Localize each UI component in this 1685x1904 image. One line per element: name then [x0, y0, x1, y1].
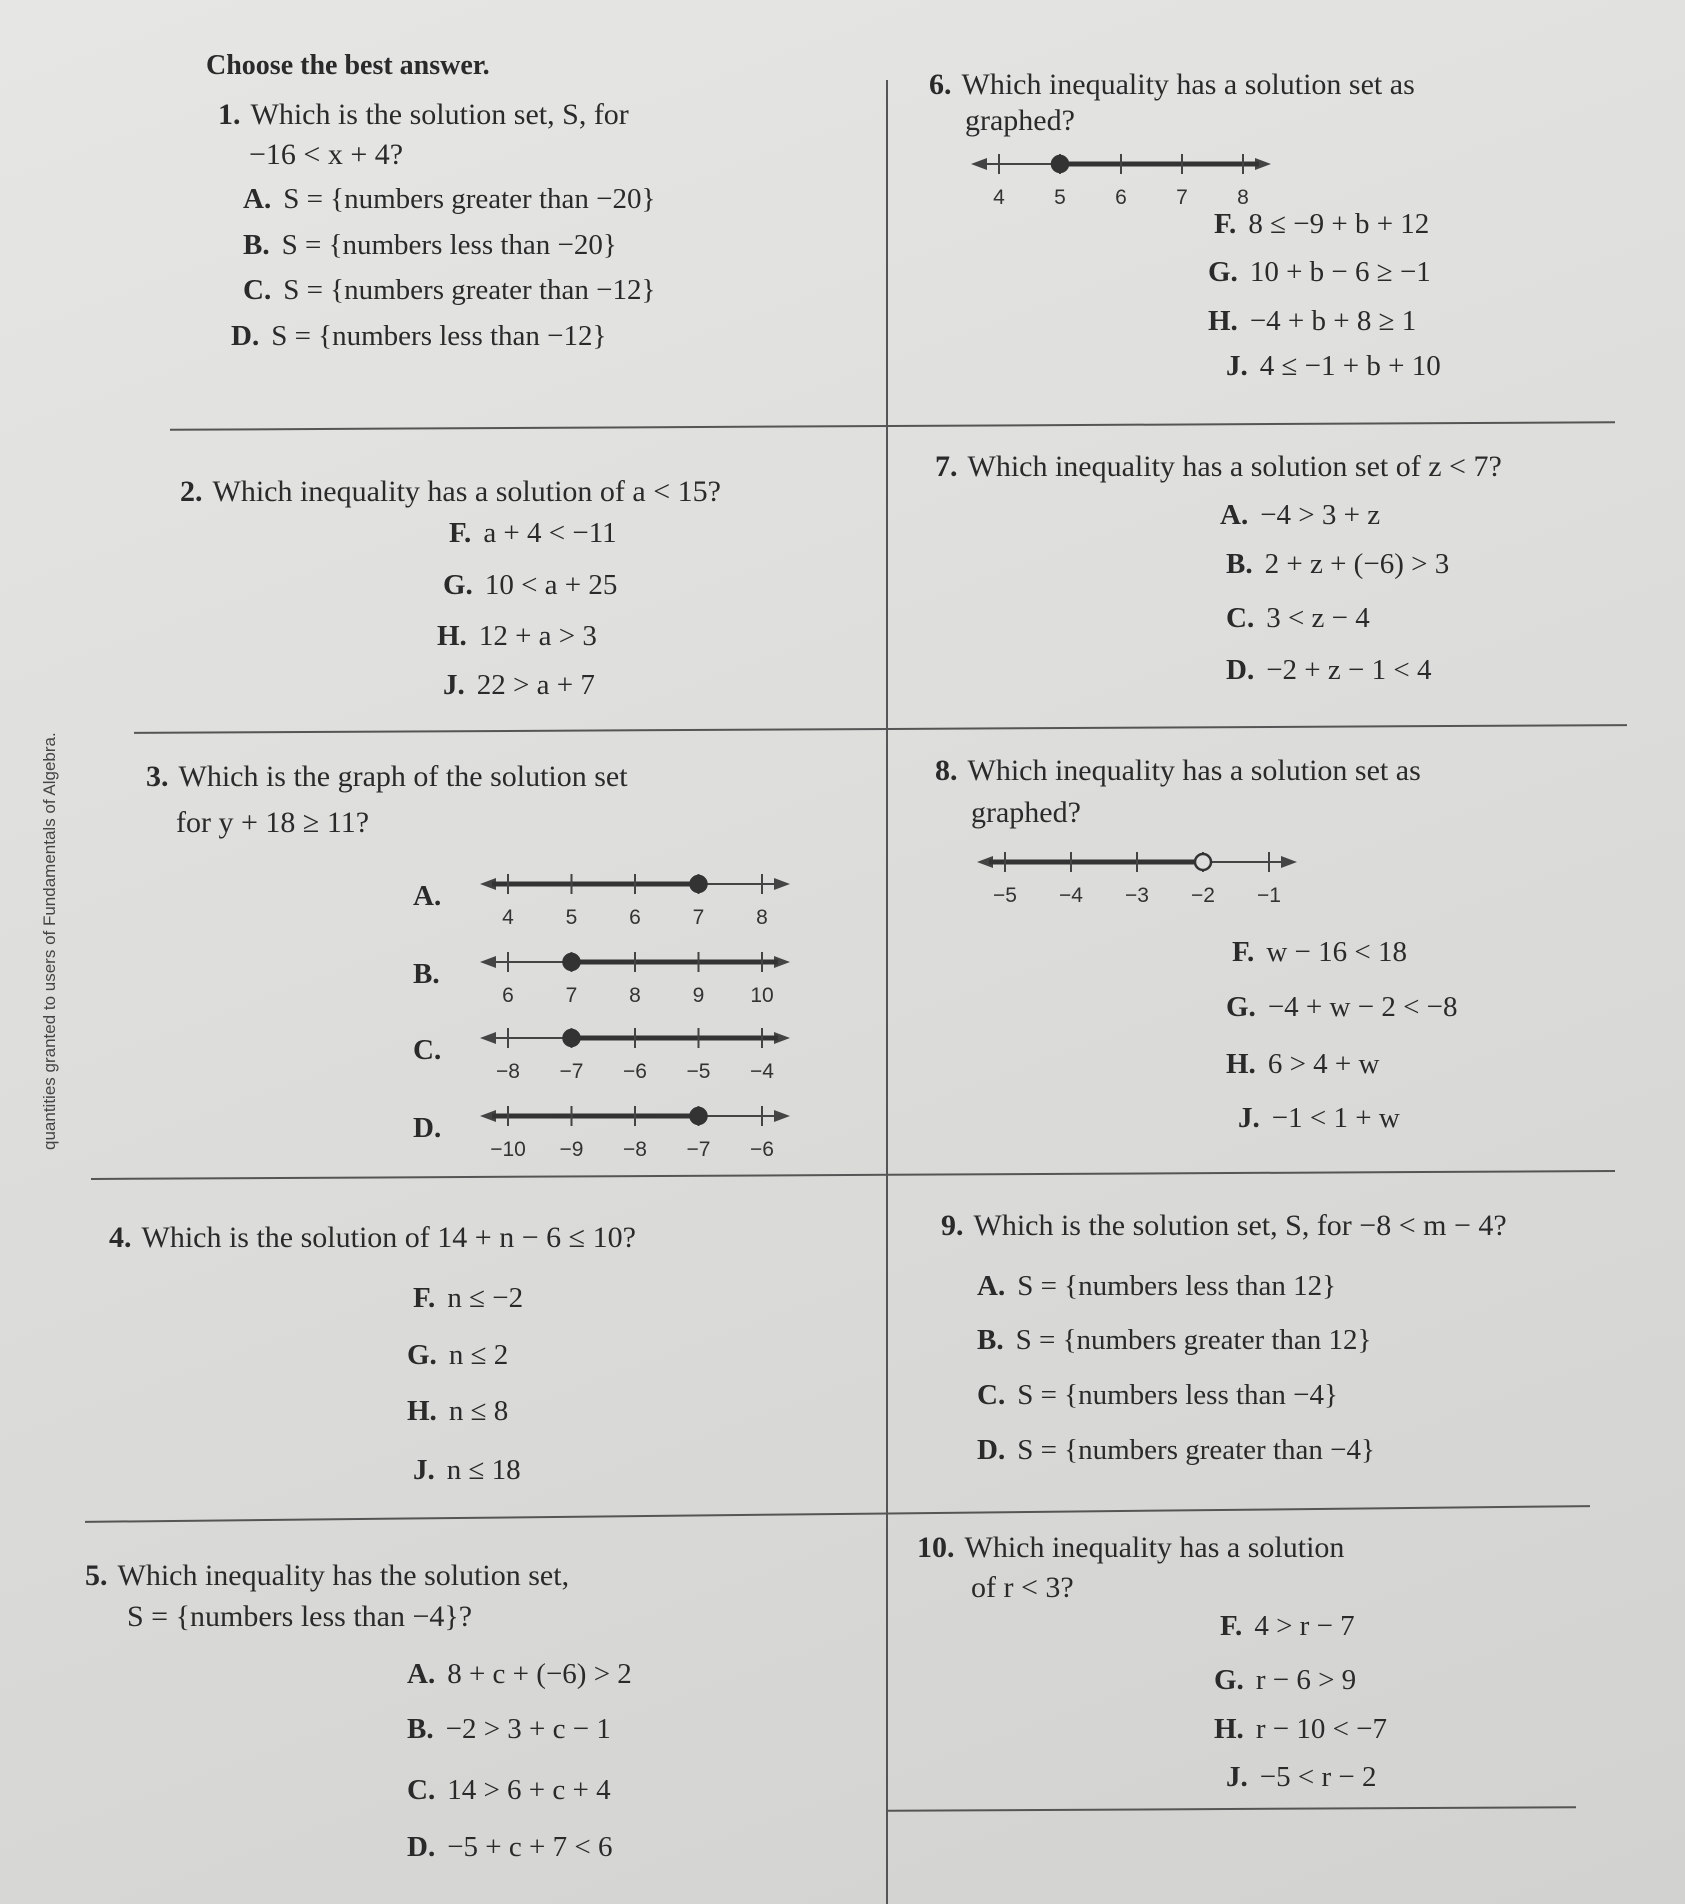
question-number: 2.: [180, 475, 203, 508]
tick-label: −4: [750, 1060, 774, 1083]
choice-text: −2 + z − 1 < 4: [1266, 654, 1432, 686]
question-text: Which inequality has a solution set as: [961, 68, 1415, 101]
question-number: 7.: [935, 450, 958, 483]
choice-letter: H.: [407, 1395, 437, 1427]
row-divider: [170, 421, 1615, 431]
answer-choice-d[interactable]: [977, 1434, 1375, 1467]
question-2-prompt: [180, 475, 721, 509]
tick-label: −7: [559, 1060, 584, 1083]
choice-text: S = {numbers less than −12}: [271, 320, 607, 352]
choice-letter: G.: [1214, 1664, 1244, 1696]
answer-choice-h[interactable]: [437, 620, 597, 653]
question-number: 8.: [935, 754, 958, 787]
question-text: Which is the solution of 14 + n − 6 ≤ 10?: [141, 1221, 636, 1254]
choice-letter: G.: [407, 1339, 437, 1371]
number-line: [480, 1100, 790, 1162]
tick-label: 7: [692, 906, 705, 929]
choice-text: r − 6 > 9: [1255, 1664, 1357, 1696]
choice-text: S = {numbers greater than −20}: [283, 183, 656, 215]
question-3-prompt: [146, 760, 628, 794]
choice-text: 2 + z + (−6) > 3: [1264, 548, 1450, 580]
answer-choice-b[interactable]: [407, 1713, 611, 1746]
question-text-continued: graphed?: [965, 104, 1075, 137]
tick-label: −3: [1125, 884, 1149, 907]
tick-label: 4: [502, 906, 514, 929]
choice-letter: A.: [413, 880, 442, 912]
tick-label: 5: [1054, 186, 1066, 209]
choice-letter: D.: [977, 1434, 1006, 1466]
tick-label: −4: [1059, 884, 1083, 907]
closed-point: [1052, 156, 1068, 172]
row-divider: [886, 1806, 1576, 1812]
arrow-left-icon: [480, 956, 496, 968]
choice-text: 22 > a + 7: [476, 669, 595, 701]
question-text-continued: −16 < x + 4?: [249, 138, 404, 171]
choice-letter: J.: [1226, 350, 1248, 382]
choice-letter: A.: [977, 1270, 1006, 1302]
tick-label: −1: [1257, 884, 1281, 907]
choice-text: S = {numbers greater than −4}: [1017, 1434, 1375, 1466]
choice-letter: D.: [1226, 654, 1255, 686]
tick-label: 6: [502, 984, 514, 1007]
answer-choice-a[interactable]: [407, 1658, 632, 1691]
answer-choice-c[interactable]: [243, 274, 655, 307]
tick-label: −6: [750, 1138, 774, 1161]
answer-choice-b[interactable]: [1226, 548, 1449, 581]
answer-choice-h[interactable]: [1208, 305, 1416, 338]
question-text: Which is the solution set, S, for −8 < m − 4?: [973, 1209, 1507, 1242]
choice-letter: C.: [977, 1379, 1006, 1411]
tick-label: 4: [993, 186, 1005, 209]
answer-choice-a[interactable]: [243, 183, 655, 216]
answer-choice-f[interactable]: [1220, 1610, 1355, 1643]
answer-choice-g[interactable]: [443, 569, 617, 602]
arrow-left-icon: [971, 158, 987, 170]
answer-choice-c[interactable]: [413, 1034, 453, 1067]
choice-text: n ≤ 2: [448, 1339, 509, 1371]
choice-letter: C.: [1226, 602, 1255, 634]
choice-letter: B.: [243, 229, 270, 261]
question-number: 5.: [85, 1559, 108, 1592]
tick-label: 9: [692, 984, 705, 1007]
choice-text: n ≤ 18: [446, 1454, 521, 1486]
question-text-continued: S = {numbers less than −4}?: [127, 1600, 473, 1633]
question-text: Which inequality has a solution of a < 15?: [212, 475, 721, 508]
choice-text: S = {numbers less than 12}: [1017, 1270, 1337, 1302]
question-number: 3.: [146, 760, 169, 793]
tick-label: 6: [1115, 186, 1127, 209]
question-7-prompt: [935, 450, 1502, 484]
question-text: Which inequality has a solution set of z < 7?: [967, 450, 1502, 483]
choice-letter: F.: [413, 1282, 436, 1314]
question-8-prompt: [935, 754, 1421, 788]
answer-choice-d[interactable]: [407, 1831, 613, 1864]
row-divider: [134, 724, 1627, 734]
closed-point: [691, 876, 707, 892]
question-6-prompt: [929, 68, 1415, 102]
instructions: Choose the best answer.: [206, 50, 490, 81]
question-text: Which inequality has a solution: [964, 1531, 1345, 1564]
answer-choice-b[interactable]: [243, 229, 617, 262]
answer-choice-c[interactable]: [977, 1379, 1338, 1412]
choice-letter: H.: [1226, 1048, 1256, 1080]
answer-choice-g[interactable]: [1214, 1664, 1356, 1697]
choice-text: S = {numbers less than −4}: [1017, 1379, 1338, 1411]
question-4-prompt: [109, 1221, 636, 1255]
choice-text: 8 ≤ −9 + b + 12: [1248, 208, 1430, 240]
tick-label: −8: [623, 1138, 647, 1161]
choice-text: S = {numbers less than −20}: [281, 229, 617, 261]
answer-choice-b[interactable]: [977, 1324, 1371, 1357]
choice-text: r − 10 < −7: [1255, 1713, 1388, 1745]
closed-point: [564, 954, 580, 970]
choice-letter: A.: [243, 183, 272, 215]
choice-letter: F.: [449, 517, 472, 549]
tick-label: 10: [750, 984, 774, 1007]
row-divider: [91, 1170, 1615, 1180]
tick-label: 5: [565, 906, 578, 929]
tick-label: −9: [559, 1138, 584, 1161]
choice-letter: D.: [407, 1831, 436, 1863]
answer-choice-j[interactable]: [413, 1454, 521, 1487]
choice-letter: B.: [407, 1713, 434, 1745]
answer-choice-f[interactable]: [1214, 208, 1429, 241]
tick-label: 8: [1237, 186, 1249, 209]
choice-text: w − 16 < 18: [1266, 936, 1407, 968]
choice-letter: J.: [1226, 1761, 1248, 1793]
choice-text: 4 > r − 7: [1254, 1610, 1355, 1642]
choice-letter: B.: [1226, 548, 1253, 580]
choice-letter: B.: [413, 958, 440, 990]
number-line: [977, 846, 1297, 908]
question-number: 6.: [929, 68, 952, 101]
tick-label: −5: [993, 884, 1017, 907]
choice-text: S = {numbers greater than 12}: [1015, 1324, 1372, 1356]
answer-choice-f[interactable]: [1232, 936, 1407, 969]
answer-choice-h[interactable]: [1214, 1713, 1387, 1746]
choice-text: −4 + b + 8 ≥ 1: [1249, 305, 1417, 337]
choice-letter: F.: [1214, 208, 1237, 240]
choice-text: n ≤ 8: [448, 1395, 509, 1427]
answer-choice-f[interactable]: [413, 1282, 523, 1315]
choice-text: 6 > 4 + w: [1267, 1048, 1380, 1080]
answer-choice-a[interactable]: [977, 1270, 1336, 1303]
closed-point: [691, 1108, 707, 1124]
choice-text: −1 < 1 + w: [1271, 1102, 1400, 1134]
choice-text: −4 + w − 2 < −8: [1267, 991, 1458, 1023]
question-text-continued: graphed?: [971, 796, 1081, 829]
question-text-continued: of r < 3?: [971, 1571, 1074, 1604]
tick-label: −10: [490, 1138, 526, 1161]
answer-choice-d[interactable]: [413, 1112, 453, 1145]
choice-letter: F.: [1220, 1610, 1243, 1642]
answer-choice-c[interactable]: [1226, 602, 1370, 635]
tick-label: 7: [565, 984, 578, 1007]
choice-text: 10 < a + 25: [484, 569, 618, 601]
answer-choice-b[interactable]: [413, 958, 452, 991]
choice-text: n ≤ −2: [447, 1282, 524, 1314]
choice-letter: G.: [443, 569, 473, 601]
answer-choice-h[interactable]: [1226, 1048, 1379, 1081]
tick-label: 8: [629, 984, 641, 1007]
choice-text: a + 4 < −11: [483, 517, 617, 549]
number-line: [480, 868, 790, 930]
question-text: Which is the solution set, S, for: [250, 98, 629, 131]
answer-choice-c[interactable]: [407, 1774, 611, 1807]
choice-letter: J.: [413, 1454, 435, 1486]
answer-choice-d[interactable]: [1226, 654, 1432, 687]
answer-choice-a[interactable]: [413, 880, 453, 913]
choice-text: 14 > 6 + c + 4: [447, 1774, 611, 1806]
row-divider: [85, 1505, 1590, 1523]
tick-label: −5: [686, 1060, 711, 1083]
column-divider: [886, 80, 888, 1904]
choice-letter: G.: [1208, 256, 1238, 288]
choice-letter: F.: [1232, 936, 1255, 968]
choice-letter: D.: [413, 1112, 442, 1144]
arrow-right-icon: [774, 1110, 790, 1122]
tick-label: 7: [1176, 186, 1188, 209]
choice-text: −2 > 3 + c − 1: [445, 1713, 611, 1745]
answer-choice-a[interactable]: [1220, 499, 1380, 532]
choice-letter: D.: [231, 320, 260, 352]
question-5-prompt: [85, 1559, 569, 1593]
answer-choice-g[interactable]: [1226, 991, 1458, 1024]
choice-letter: C.: [413, 1034, 442, 1066]
choice-letter: J.: [1238, 1102, 1260, 1134]
choice-text: 3 < z − 4: [1266, 602, 1370, 634]
choice-letter: A.: [407, 1658, 436, 1690]
choice-letter: C.: [243, 274, 272, 306]
answer-choice-f[interactable]: [449, 517, 617, 550]
closed-point: [564, 1030, 580, 1046]
choice-letter: H.: [437, 620, 467, 652]
question-text: Which is the graph of the solution set: [178, 760, 628, 793]
choice-letter: J.: [443, 669, 465, 701]
choice-text: −5 < r − 2: [1259, 1761, 1377, 1793]
choice-text: S = {numbers greater than −12}: [283, 274, 656, 306]
choice-text: 4 ≤ −1 + b + 10: [1259, 350, 1441, 382]
choice-text: −5 + c + 7 < 6: [447, 1831, 613, 1863]
choice-text: 8 + c + (−6) > 2: [447, 1658, 632, 1690]
question-number: 9.: [941, 1209, 964, 1242]
arrow-left-icon: [480, 1032, 496, 1044]
copyright-note: quantities granted to users of Fundamentals of Algebra.: [40, 732, 59, 1150]
number-line: [971, 148, 1271, 210]
question-text-continued: for y + 18 ≥ 11?: [176, 806, 370, 839]
choice-letter: H.: [1208, 305, 1238, 337]
tick-label: 8: [756, 906, 768, 929]
answer-choice-d[interactable]: [231, 320, 606, 353]
question-text: Which inequality has the solution set,: [117, 1559, 570, 1592]
tick-label: −7: [686, 1138, 711, 1161]
answer-choice-g[interactable]: [1208, 256, 1431, 289]
arrow-right-icon: [1281, 856, 1297, 868]
question-10-prompt: [917, 1531, 1344, 1565]
question-1-prompt: [218, 98, 629, 132]
arrow-right-icon: [774, 878, 790, 890]
question-number: 1.: [218, 98, 241, 131]
number-line: [480, 1022, 790, 1084]
choice-letter: G.: [1226, 991, 1256, 1023]
question-text: Which inequality has a solution set as: [967, 754, 1421, 787]
answer-choice-g[interactable]: [407, 1339, 508, 1372]
choice-text: 10 + b − 6 ≥ −1: [1249, 256, 1431, 288]
question-number: 10.: [917, 1531, 955, 1564]
choice-letter: A.: [1220, 499, 1249, 531]
tick-label: −2: [1191, 884, 1215, 907]
answer-choice-h[interactable]: [407, 1395, 508, 1428]
choice-text: −4 > 3 + z: [1260, 499, 1381, 531]
question-9-prompt: [941, 1209, 1507, 1243]
tick-label: −6: [623, 1060, 647, 1083]
tick-label: −8: [496, 1060, 520, 1083]
choice-letter: H.: [1214, 1713, 1244, 1745]
choice-letter: C.: [407, 1774, 436, 1806]
answer-choice-j[interactable]: [443, 669, 595, 702]
answer-choice-j[interactable]: [1226, 350, 1441, 383]
choice-letter: B.: [977, 1324, 1004, 1356]
answer-choice-j[interactable]: [1238, 1102, 1400, 1135]
choice-text: 12 + a > 3: [478, 620, 597, 652]
number-line: [480, 946, 790, 1008]
answer-choice-j[interactable]: [1226, 1761, 1376, 1794]
tick-label: 6: [629, 906, 641, 929]
open-point: [1195, 854, 1211, 870]
question-number: 4.: [109, 1221, 132, 1254]
